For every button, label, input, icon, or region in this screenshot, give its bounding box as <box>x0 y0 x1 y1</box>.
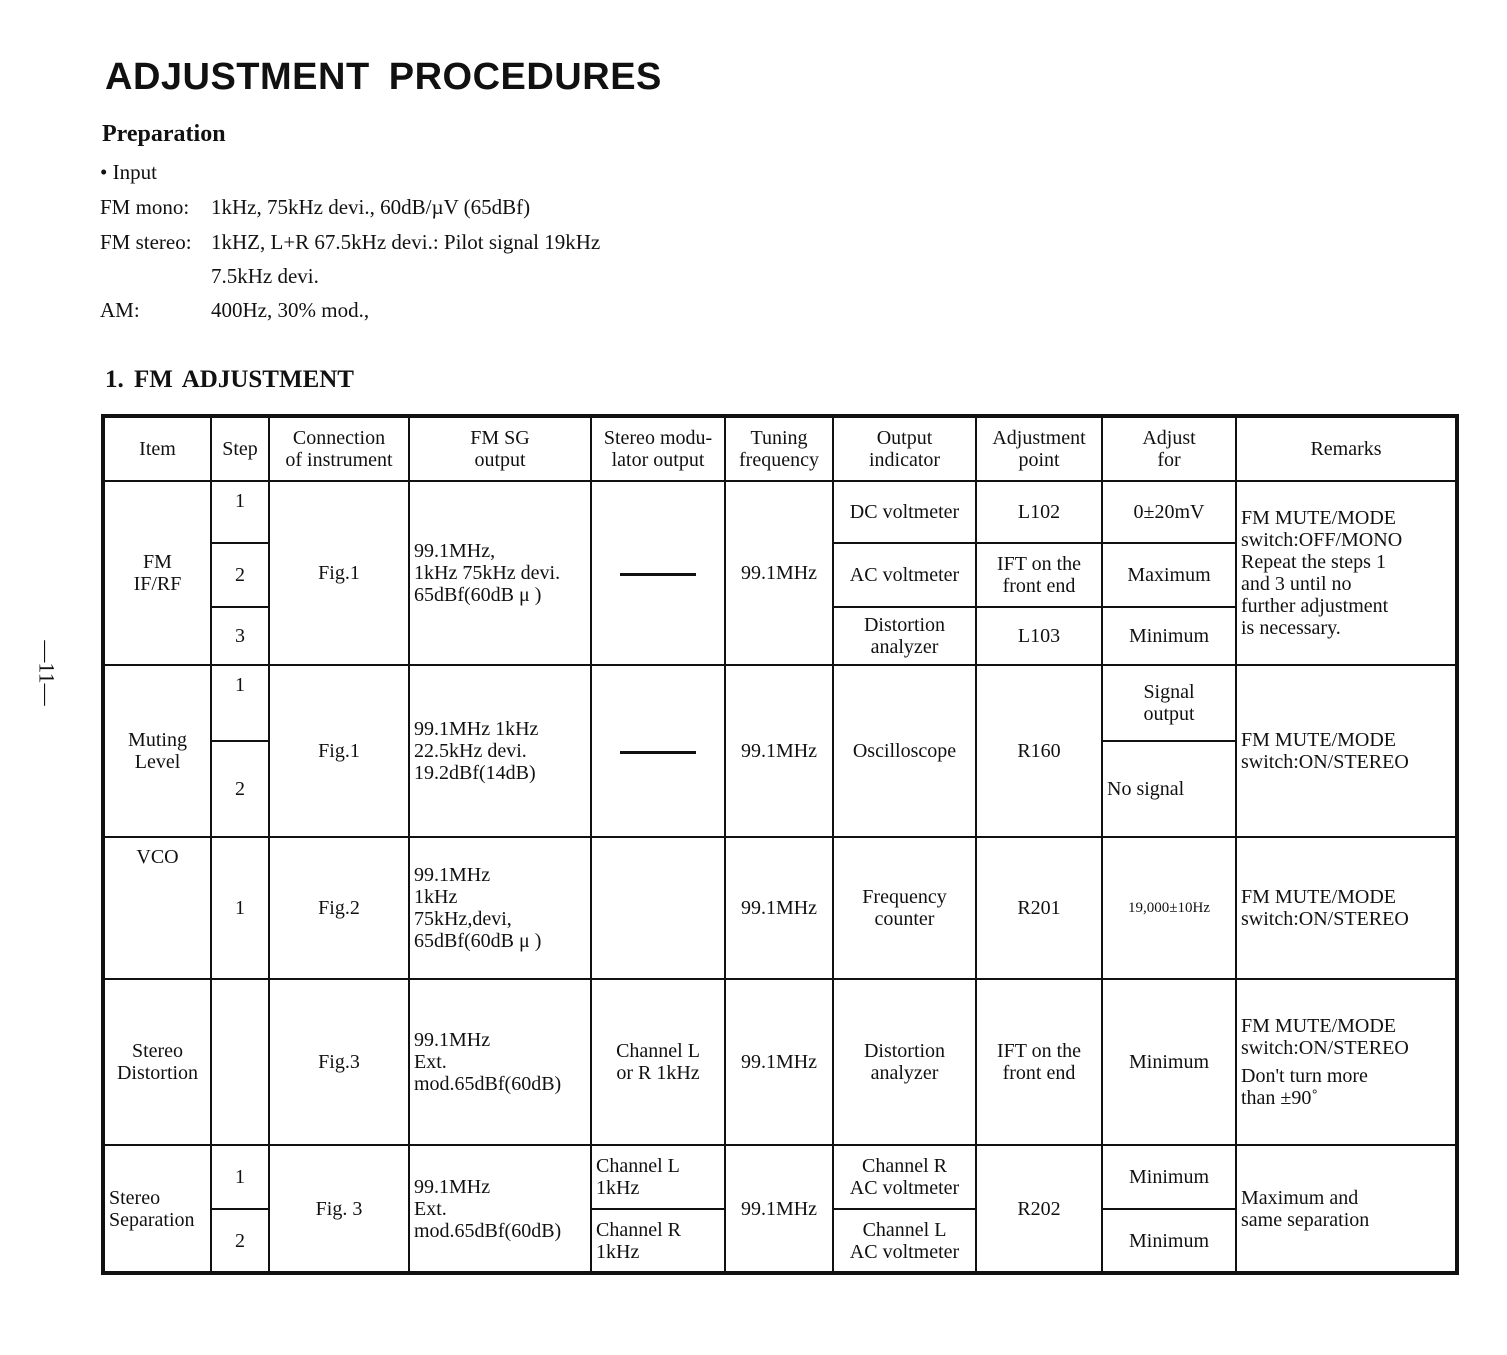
header-stereo-mod: Stereo modu- lator output <box>591 416 725 481</box>
step-cell: 2 <box>211 741 269 837</box>
item-cell: Stereo Separation <box>103 1145 211 1273</box>
item-cell: Stereo Distortion <box>103 979 211 1145</box>
item-cell: Muting Level <box>103 665 211 837</box>
indicator-cell: Channel R AC voltmeter <box>833 1145 976 1209</box>
dash-mark <box>620 573 696 576</box>
page-number: —11— <box>34 640 60 706</box>
stereo-mod-cell <box>591 665 725 837</box>
prep-value: 7.5kHz devi. <box>211 264 319 288</box>
prep-value: 1kHz, 75kHz devi., 60dB/µV (65dBf) <box>211 195 531 219</box>
stereo-mod-cell <box>591 481 725 665</box>
adjust-for-cell: Minimum <box>1102 607 1236 665</box>
section-heading: 1. FM ADJUSTMENT <box>105 366 354 393</box>
fm-adjustment-table <box>101 414 1459 1275</box>
remarks-cell <box>1236 979 1457 1145</box>
step-cell: 2 <box>211 1209 269 1273</box>
adj-point-cell: R160 <box>976 665 1102 837</box>
adj-point-cell: L102 <box>976 481 1102 543</box>
tuning-cell: 99.1MHz <box>725 665 833 837</box>
step-cell: 2 <box>211 543 269 607</box>
header-connection: Connection of instrument <box>269 416 409 481</box>
stereo-mod-cell: Channel R 1kHz <box>591 1209 725 1273</box>
step-cell: 1 <box>211 665 269 741</box>
item-cell: FM IF/RF <box>103 481 211 665</box>
connection-cell: Fig.1 <box>269 665 409 837</box>
indicator-cell: Frequency counter <box>833 837 976 979</box>
indicator-cell: DC voltmeter <box>833 481 976 543</box>
adjust-for-cell: 0±20mV <box>1102 481 1236 543</box>
prep-row-am <box>100 298 800 328</box>
connection-cell: Fig.1 <box>269 481 409 665</box>
tuning-cell: 99.1MHz <box>725 979 833 1145</box>
stereo-mod-cell: Channel L 1kHz <box>591 1145 725 1209</box>
remarks-line: Don't turn more than ±90˚ <box>1241 1065 1368 1109</box>
remarks-line: FM MUTE/MODE switch:ON/STEREO <box>1241 1015 1409 1059</box>
adj-point-cell: R202 <box>976 1145 1102 1273</box>
tuning-cell: 99.1MHz <box>725 1145 833 1273</box>
header-sg-output: FM SG output <box>409 416 591 481</box>
indicator-cell: AC voltmeter <box>833 543 976 607</box>
sg-output-cell: 99.1MHz, 1kHz 75kHz devi. 65dBf(60dB μ ) <box>409 481 591 665</box>
remarks-cell: FM MUTE/MODE switch:ON/STEREO <box>1236 665 1457 837</box>
prep-label: FM stereo: <box>100 230 192 254</box>
dash-mark <box>620 751 696 754</box>
prep-label: AM: <box>100 298 140 322</box>
sg-output-cell: 99.1MHz Ext. mod.65dBf(60dB) <box>409 1145 591 1273</box>
adjust-for-cell: Signal output <box>1102 665 1236 741</box>
prep-row-fm-stereo <box>100 230 800 260</box>
preparation-heading: Preparation <box>102 121 226 147</box>
prep-value: 400Hz, 30% mod., <box>211 298 370 322</box>
adj-point-cell: IFT on the front end <box>976 543 1102 607</box>
adjust-for-cell: Minimum <box>1102 1145 1236 1209</box>
page-title: ADJUSTMENT PROCEDURES <box>105 56 662 98</box>
indicator-cell: Distortion analyzer <box>833 979 976 1145</box>
prep-row-fm-stereo-cont <box>100 264 800 294</box>
tuning-cell: 99.1MHz <box>725 837 833 979</box>
remarks-cell: FM MUTE/MODE switch:ON/STEREO <box>1236 837 1457 979</box>
step-cell: 1 <box>211 481 269 543</box>
header-tuning: Tuning frequency <box>725 416 833 481</box>
adj-point-cell: IFT on the front end <box>976 979 1102 1145</box>
indicator-cell: Oscilloscope <box>833 665 976 837</box>
table-row <box>103 665 1457 741</box>
adjust-for-cell: Minimum <box>1102 979 1236 1145</box>
tuning-cell: 99.1MHz <box>725 481 833 665</box>
step-cell: 1 <box>211 1145 269 1209</box>
sg-output-cell: 99.1MHz 1kHz 75kHz,devi, 65dBf(60dB μ ) <box>409 837 591 979</box>
adj-point-cell: L103 <box>976 607 1102 665</box>
header-adjust-for: Adjust for <box>1102 416 1236 481</box>
step-cell: 1 <box>211 837 269 979</box>
sg-output-cell: 99.1MHz Ext. mod.65dBf(60dB) <box>409 979 591 1145</box>
remarks-cell: FM MUTE/MODE switch:OFF/MONO Repeat the steps 1 and 3 until no further adjustment is necessary. <box>1236 481 1457 665</box>
header-remarks: Remarks <box>1236 416 1457 481</box>
table-row <box>103 481 1457 543</box>
prep-row-fm-mono <box>100 195 800 225</box>
adjust-for-cell: 19,000±10Hz <box>1102 837 1236 979</box>
table-row <box>103 1145 1457 1209</box>
step-cell: 3 <box>211 607 269 665</box>
table-header-row <box>103 416 1457 481</box>
adjust-for-cell: No signal <box>1102 741 1236 837</box>
table-row <box>103 837 1457 979</box>
prep-value: 1kHZ, L+R 67.5kHz devi.: Pilot signal 19kHz <box>211 230 601 254</box>
sg-output-cell: 99.1MHz 1kHz 22.5kHz devi. 19.2dBf(14dB) <box>409 665 591 837</box>
stereo-mod-cell <box>591 837 725 979</box>
connection-cell: Fig.3 <box>269 979 409 1145</box>
header-step: Step <box>211 416 269 481</box>
header-item: Item <box>103 416 211 481</box>
adjust-for-cell: Minimum <box>1102 1209 1236 1273</box>
step-cell <box>211 979 269 1145</box>
indicator-cell: Channel L AC voltmeter <box>833 1209 976 1273</box>
input-bullet: • Input <box>100 160 157 184</box>
stereo-mod-cell: Channel L or R 1kHz <box>591 979 725 1145</box>
adj-point-cell: R201 <box>976 837 1102 979</box>
table-row <box>103 979 1457 1145</box>
prep-label: FM mono: <box>100 195 190 219</box>
adjust-for-cell: Maximum <box>1102 543 1236 607</box>
header-adj-point: Adjustment point <box>976 416 1102 481</box>
item-cell: VCO <box>103 837 211 979</box>
header-indicator: Output indicator <box>833 416 976 481</box>
indicator-cell: Distortion analyzer <box>833 607 976 665</box>
connection-cell: Fig. 3 <box>269 1145 409 1273</box>
connection-cell: Fig.2 <box>269 837 409 979</box>
remarks-cell: Maximum and same separation <box>1236 1145 1457 1273</box>
